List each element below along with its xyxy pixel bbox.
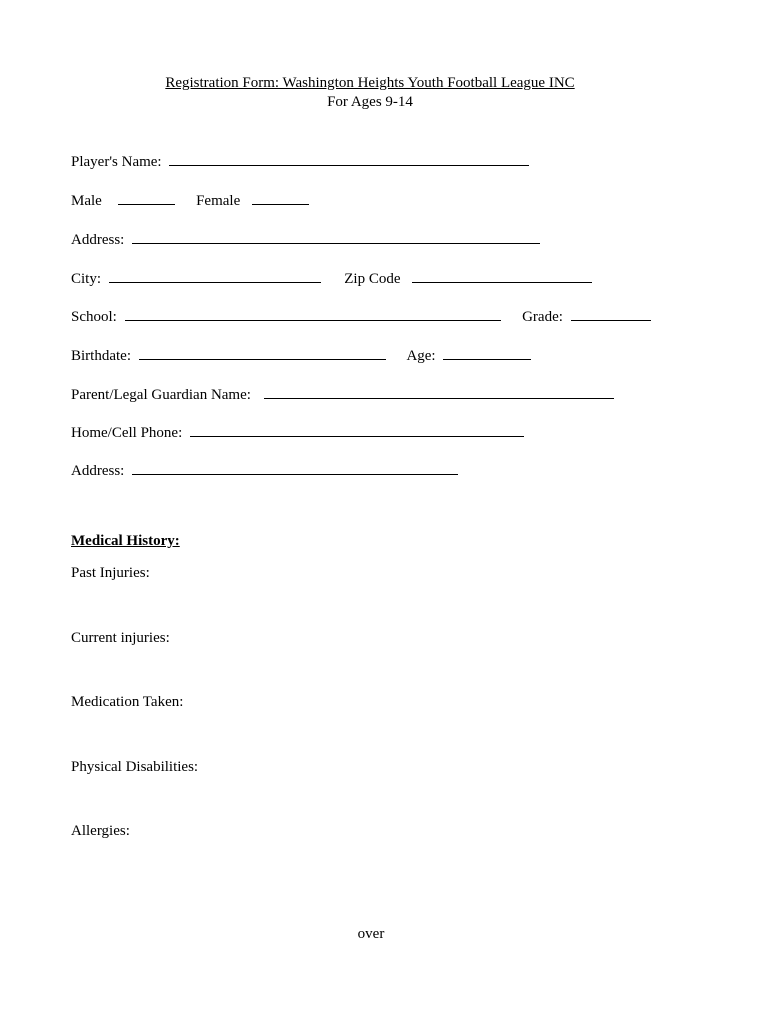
school-grade-row — [71, 306, 651, 326]
guardian-row — [71, 384, 614, 404]
address2-label: Address: — [71, 463, 125, 479]
phone-label: Home/Cell Phone: — [71, 425, 183, 441]
birthdate-age-row — [71, 345, 531, 365]
female-blank[interactable] — [252, 190, 309, 205]
player-name-row — [71, 151, 529, 171]
allergies-label: Allergies: — [71, 823, 130, 839]
grade-blank[interactable] — [571, 306, 651, 321]
guardian-name-label: Parent/Legal Guardian Name: — [71, 387, 251, 403]
past-injuries-label: Past Injuries: — [71, 565, 150, 581]
birthdate-blank[interactable] — [139, 345, 386, 360]
form-title: Registration Form: Washington Heights Youth Football League INC — [165, 75, 575, 91]
form-header — [0, 74, 740, 112]
female-label: Female — [196, 193, 241, 209]
address2-blank[interactable] — [132, 460, 458, 475]
grade-label: Grade: — [522, 309, 563, 325]
address2-row — [71, 460, 458, 480]
city-label: City: — [71, 271, 102, 287]
city-blank[interactable] — [109, 268, 321, 283]
medication-label: Medication Taken: — [71, 694, 184, 710]
male-blank[interactable] — [118, 190, 175, 205]
player-name-label: Player's Name: — [71, 154, 162, 170]
zip-blank[interactable] — [412, 268, 592, 283]
phone-row — [71, 422, 524, 442]
age-label: Age: — [406, 348, 436, 364]
school-blank[interactable] — [125, 306, 501, 321]
address-label: Address: — [71, 232, 125, 248]
gender-row — [71, 190, 309, 210]
zip-label: Zip Code — [344, 271, 401, 287]
physical-disabilities-label: Physical Disabilities: — [71, 759, 199, 775]
age-blank[interactable] — [443, 345, 531, 360]
school-label: School: — [71, 309, 117, 325]
address-row — [71, 229, 540, 249]
birthdate-label: Birthdate: — [71, 348, 131, 364]
over-note: over — [357, 926, 385, 942]
phone-blank[interactable] — [190, 422, 524, 437]
current-injuries-label: Current injuries: — [71, 630, 170, 646]
medical-history-heading: Medical History: — [71, 533, 180, 549]
city-zip-row — [71, 268, 592, 288]
guardian-name-blank[interactable] — [264, 384, 614, 399]
male-label: Male — [71, 193, 102, 209]
form-subtitle: For Ages 9-14 — [327, 94, 413, 110]
address-blank[interactable] — [132, 229, 540, 244]
player-name-blank[interactable] — [169, 151, 529, 166]
